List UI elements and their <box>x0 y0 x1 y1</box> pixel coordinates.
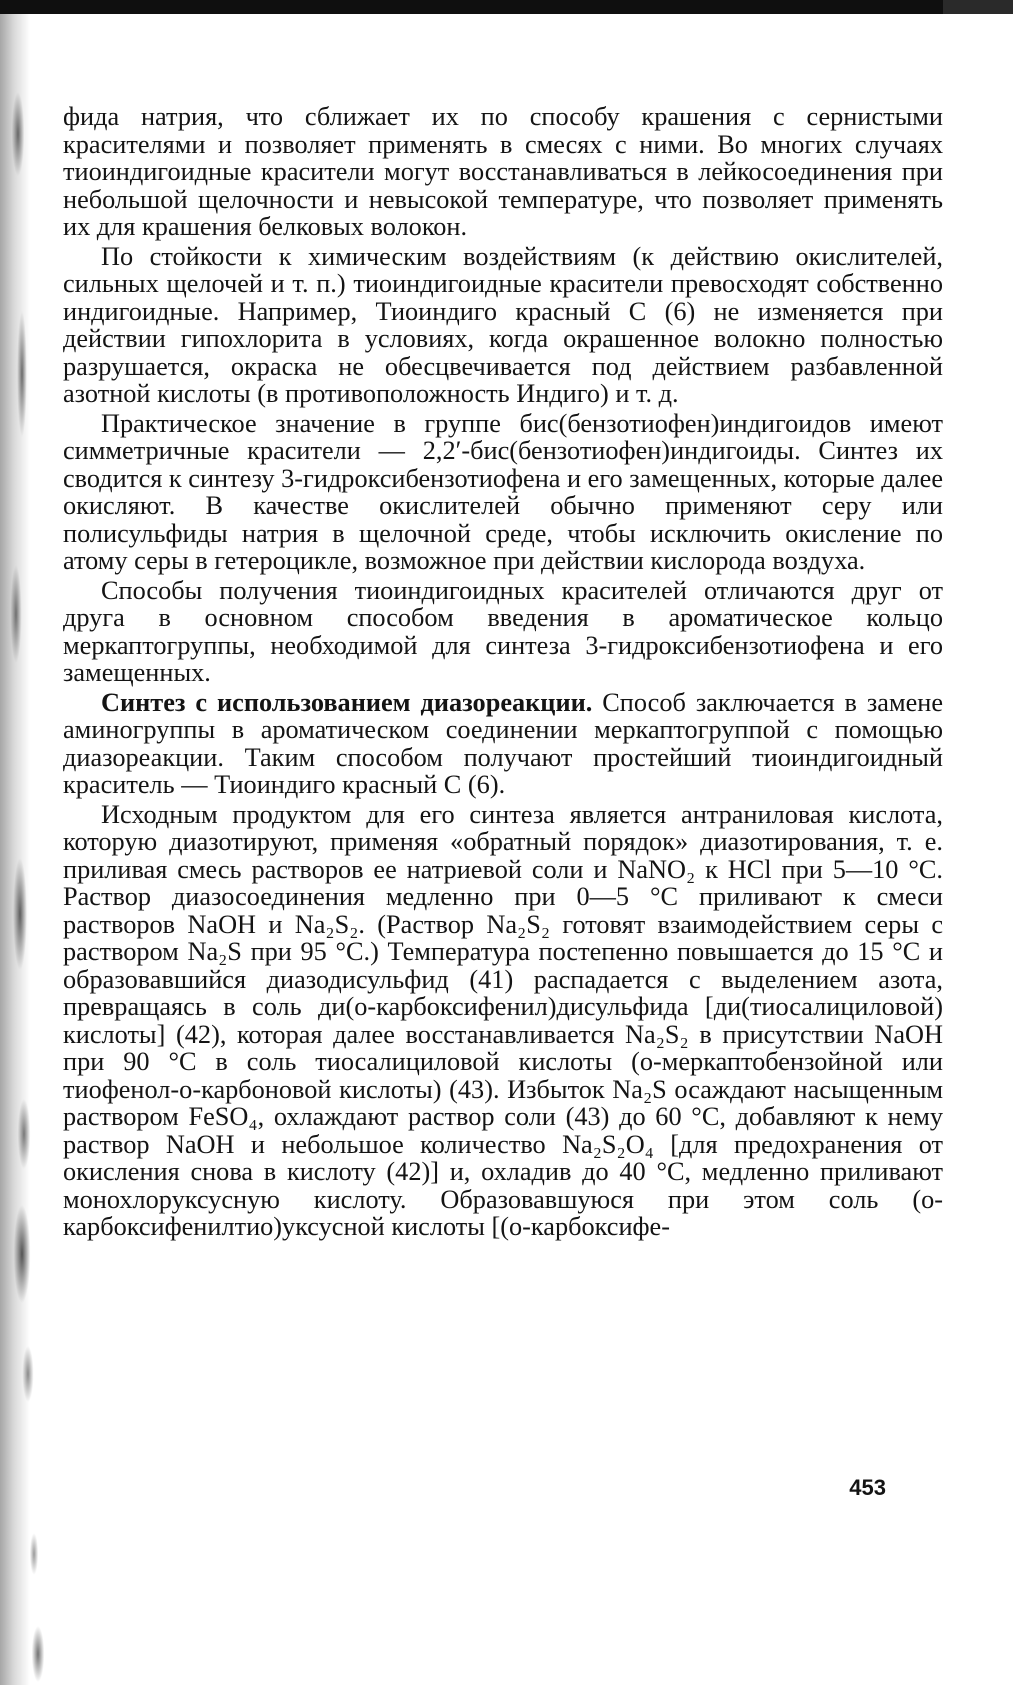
paragraph-5 <box>63 689 943 799</box>
paragraph-4-text: Способы получения тиоиндигоидных красителей отличаются друг от друга в основном способом введения в ароматическое кольцо меркаптогруппы, необходимой для синтеза 3-гидроксибензотиофена и его замещенных. <box>63 575 943 687</box>
paragraph-1-text: фида натрия, что сближает их по способу крашения с сернистыми красителями и позволяет применять в смесях с ними. Во многих случаях тиоиндигоидные красители могут восстанавливаться в лейкосоединения при небольшой щелочности и невысокой температуре, что позволяет применять их для крашения белковых волокон. <box>63 102 943 241</box>
binding-shadow <box>0 14 58 1685</box>
paragraph-3-text: Практическое значение в группе бис(бензотиофен)индигоидов имеют симметричные красители — 2,2′-бис(бензотиофен)индигоиды. Синтез их сводится к синтезу 3-гидроксибензотиофена и его замещенных, которые далее окисляют. В качестве окислителей обычно применяют серу или полисульфиды натрия в щелочной среде, чтобы исключить окисление по атому серы в гетероцикле, возможное при действии кислорода воздуха. <box>63 408 943 575</box>
paragraph-2 <box>63 243 943 408</box>
page-number: 453 <box>849 1475 886 1500</box>
paragraph-6 <box>63 801 943 1241</box>
paragraph-2-text: По стойкости к химическим воздействиям (к действию окислителей, сильных щелочей и т. п.) тиоиндигоидные красители превосходят собственно индигоидные. Например, Тиоиндиго красный С (6) не изменяется при действии гипохлорита в условиях, когда окрашенное волокно полностью разрушается, окраска не обесцвечивается под действием разбавленной азотной кислоты (в противоположность Индиго) и т. д. <box>63 241 943 408</box>
paragraph-4 <box>63 577 943 687</box>
page-body <box>63 103 943 1241</box>
paragraph-3 <box>63 410 943 575</box>
section-heading-diazo: Синтез с использованием диазореакции. <box>101 687 593 717</box>
top-scan-border <box>0 0 1013 14</box>
paragraph-6-text: Исходным продуктом для его синтеза является антраниловая кислота, которую диазотируют, применяя «обратный порядок» диазотирования, т. е. приливая смесь растворов ее натриевой соли и NaNO₂ к HCl при 5—10 °C. Раствор диазосоединения медленно при 0—5 °C приливают к смеси растворов NaOH и Na₂S₂. (Раствор Na₂S₂ готовят взаимодействием серы с раствором Na₂S при 95 °C.) Температура постепенно повышается до 15 °C и образовавшийся диазодисульфид (41) распадается с выделением азота, превращаясь в соль ди(о-карбоксифенил)дисульфида [ди(тиосалициловой) кислоты] (42), которая далее восстанавливается Na₂S₂ в присутствии NaOH при 90 °C в соль тиосалициловой кислоты (о-меркаптобензойной или тиофенол-о-карбоновой кислоты) (43). Избыток Na₂S осаждают насыщенным раствором FeSO₄, охлаждают раствор соли (43) до 60 °C, добавляют к нему раствор NaOH и небольшое количество Na₂S₂O₄ [для предохранения от окисления снова в кислоту (42)] и, охладив до 40 °C, медленно приливают монохлоруксусную кислоту. Образовавшуюся при этом соль (о-карбоксифенилтио)уксусной кислоты [(о-карбоксифе- <box>63 799 943 1241</box>
paragraph-1 <box>63 103 943 241</box>
paragraph-5-text: Способ заключается в замене аминогруппы в ароматическом соединении меркаптогруппой с помощью диазореакции. Таким способом получают простейший тиоиндигоидный краситель — Тиоиндиго красный С (6). <box>63 687 943 799</box>
